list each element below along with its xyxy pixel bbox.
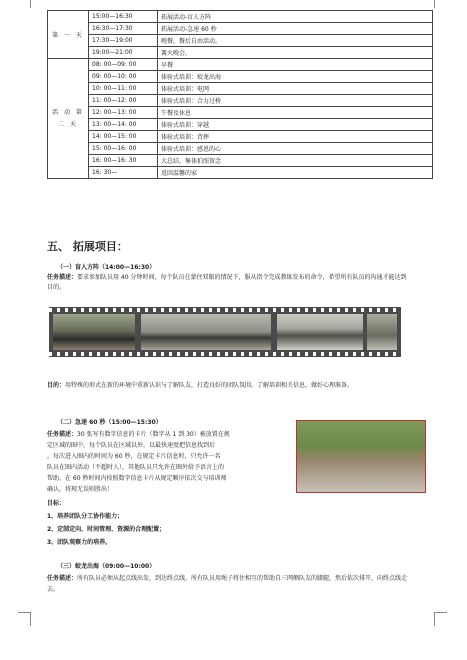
section-title: 五、 拓展项目： — [47, 240, 128, 253]
table-row — [48, 131, 433, 143]
activity-cell: 返回温馨的家 — [158, 167, 433, 179]
item1-description — [47, 273, 407, 293]
goal-item: 2、定制定向、时间管理、资源的合理配置； — [47, 526, 166, 533]
item2-heading: （二）急速 60 秒（15:00—15:30） — [57, 419, 162, 426]
item3-heading: （三）蛟龙出海（09:00—10:00） — [57, 563, 156, 570]
film-holes-bottom — [49, 352, 401, 356]
activity-photo — [141, 314, 271, 350]
film-holes-top — [49, 308, 401, 312]
item1-heading: （一）盲人方阵（14:00—16:30） — [57, 264, 156, 271]
activity-photo — [277, 314, 363, 350]
table-row — [48, 167, 433, 179]
activity-cell: 午餐及休息 — [158, 107, 433, 119]
crop-mark — [434, 612, 435, 626]
activity-cell: 晚餐，餐后自由活动。 — [158, 35, 433, 47]
table-row — [48, 95, 433, 107]
table-row — [48, 143, 433, 155]
time-cell: 16: 30— — [89, 167, 158, 179]
activity-cell: 拓展活动-急速 60 秒 — [158, 23, 433, 35]
table-row — [48, 83, 433, 95]
activity-cell: 体验式培训：电网 — [158, 83, 433, 95]
table-row — [48, 35, 433, 47]
activity-cell: 大总结、集体拍照留念 — [158, 155, 433, 167]
table-row — [48, 11, 433, 23]
time-cell: 19:00—21:00 — [89, 47, 158, 59]
item2-description — [47, 429, 291, 495]
activity-cell: 篝火晚会。 — [158, 47, 433, 59]
time-cell: 15:00—16:30 — [89, 11, 158, 23]
activity-cell: 早餐 — [158, 59, 433, 71]
item2-desc-label: 任务描述： — [47, 431, 78, 438]
table-row — [48, 107, 433, 119]
table-row — [48, 71, 433, 83]
crop-mark — [30, 0, 31, 8]
item1-goal-text: 用特殊的形式在新的环境中重新认识与了解队友，打造良好的团队氛围。了解培训相关信息，做好心理准备。 — [65, 382, 354, 389]
activity-photo-outdoor — [296, 420, 426, 493]
goal-item: 3、团队观察力的培养。 — [47, 539, 112, 546]
item3-desc-label: 任务描述： — [47, 575, 78, 582]
item3-desc-text: 所有队员必须从起点线出发，到达终点线，所有队员用绳子将住相互的帮助自三网侧队友的膝腿，然后依次排开，向终点线走去。 — [47, 575, 408, 593]
goal-item: 1、培养团队分工协作能力； — [47, 513, 124, 520]
table-row — [48, 155, 433, 167]
time-cell: 13: 00—14: 00 — [89, 119, 158, 131]
crop-mark — [18, 612, 31, 613]
item1-desc-text: 要求参加队员用 40 分钟时间，每个队员在蒙住双眼的情况下，服从指令完成教练发布的命令，希望所有队员的沟通才能达到目的。 — [47, 274, 407, 291]
item1-desc-label: 任务描述： — [47, 274, 78, 281]
day-cell: 第 一 天 — [48, 11, 89, 59]
activity-cell: 体验式培训：穿越 — [158, 119, 433, 131]
time-cell: 15: 00—16: 00 — [89, 143, 158, 155]
activity-cell: 拓展活动-盲人方阵 — [158, 11, 433, 23]
schedule-table — [47, 10, 433, 179]
time-cell: 09: 00—10: 00 — [89, 71, 158, 83]
crop-mark — [434, 0, 435, 8]
desc-line: 定区域的圈中，每个队员在区域以外，以最快速度把信息找到后 — [47, 442, 216, 449]
item2-goals-label: 目标： — [47, 500, 66, 507]
time-cell: 16:30—17:30 — [89, 23, 158, 35]
desc-line: 帮助。在 60 秒时间内按照数字信息卡片从规定顺序依次交与培训师 — [47, 475, 227, 482]
time-cell: 12: 00—13: 00 — [89, 107, 158, 119]
activity-cell: 体验式培训：背摔 — [158, 131, 433, 143]
table-row — [48, 47, 433, 59]
time-cell: 11: 00—12: 00 — [89, 95, 158, 107]
time-cell: 08: 00—09: 00 — [89, 59, 158, 71]
desc-line: ，每次进入圈内的时间为 60 秒，在规定卡片信息时，只允许一名 — [47, 453, 221, 460]
time-cell: 16: 00—16: 30 — [89, 155, 158, 167]
day-cell: 活 动 第 二 天 — [48, 59, 89, 179]
table-row — [48, 119, 433, 131]
activity-cell: 体验式培训：感恩的心 — [158, 143, 433, 155]
item1-goal — [47, 381, 417, 391]
activity-cell: 体验式培训：蛟龙出海 — [158, 71, 433, 83]
desc-line: 确认，将现无误则胜出！ — [47, 486, 114, 493]
desc-line: 队员在圈内活动（不超时人），其他队员只允许在圈外给予语言上的 — [47, 464, 225, 471]
time-cell: 17:30—19:00 — [89, 35, 158, 47]
item3-description — [47, 573, 417, 595]
time-cell: 10: 00—11: 00 — [89, 83, 158, 95]
desc-line: 任务描述：30 张写有数字信息的卡片（数字从 1 到 30）被放置在规 — [47, 431, 230, 438]
activity-photo — [367, 314, 397, 350]
table-row — [48, 59, 433, 71]
activity-cell: 体验式培训：合力过桥 — [158, 95, 433, 107]
activity-photo — [53, 314, 135, 350]
item1-goal-label: 目的： — [47, 382, 66, 389]
time-cell: 14: 00—15: 00 — [89, 131, 158, 143]
photo-filmstrip — [49, 307, 401, 357]
crop-mark — [30, 612, 31, 626]
table-row — [48, 23, 433, 35]
crop-mark — [434, 612, 447, 613]
